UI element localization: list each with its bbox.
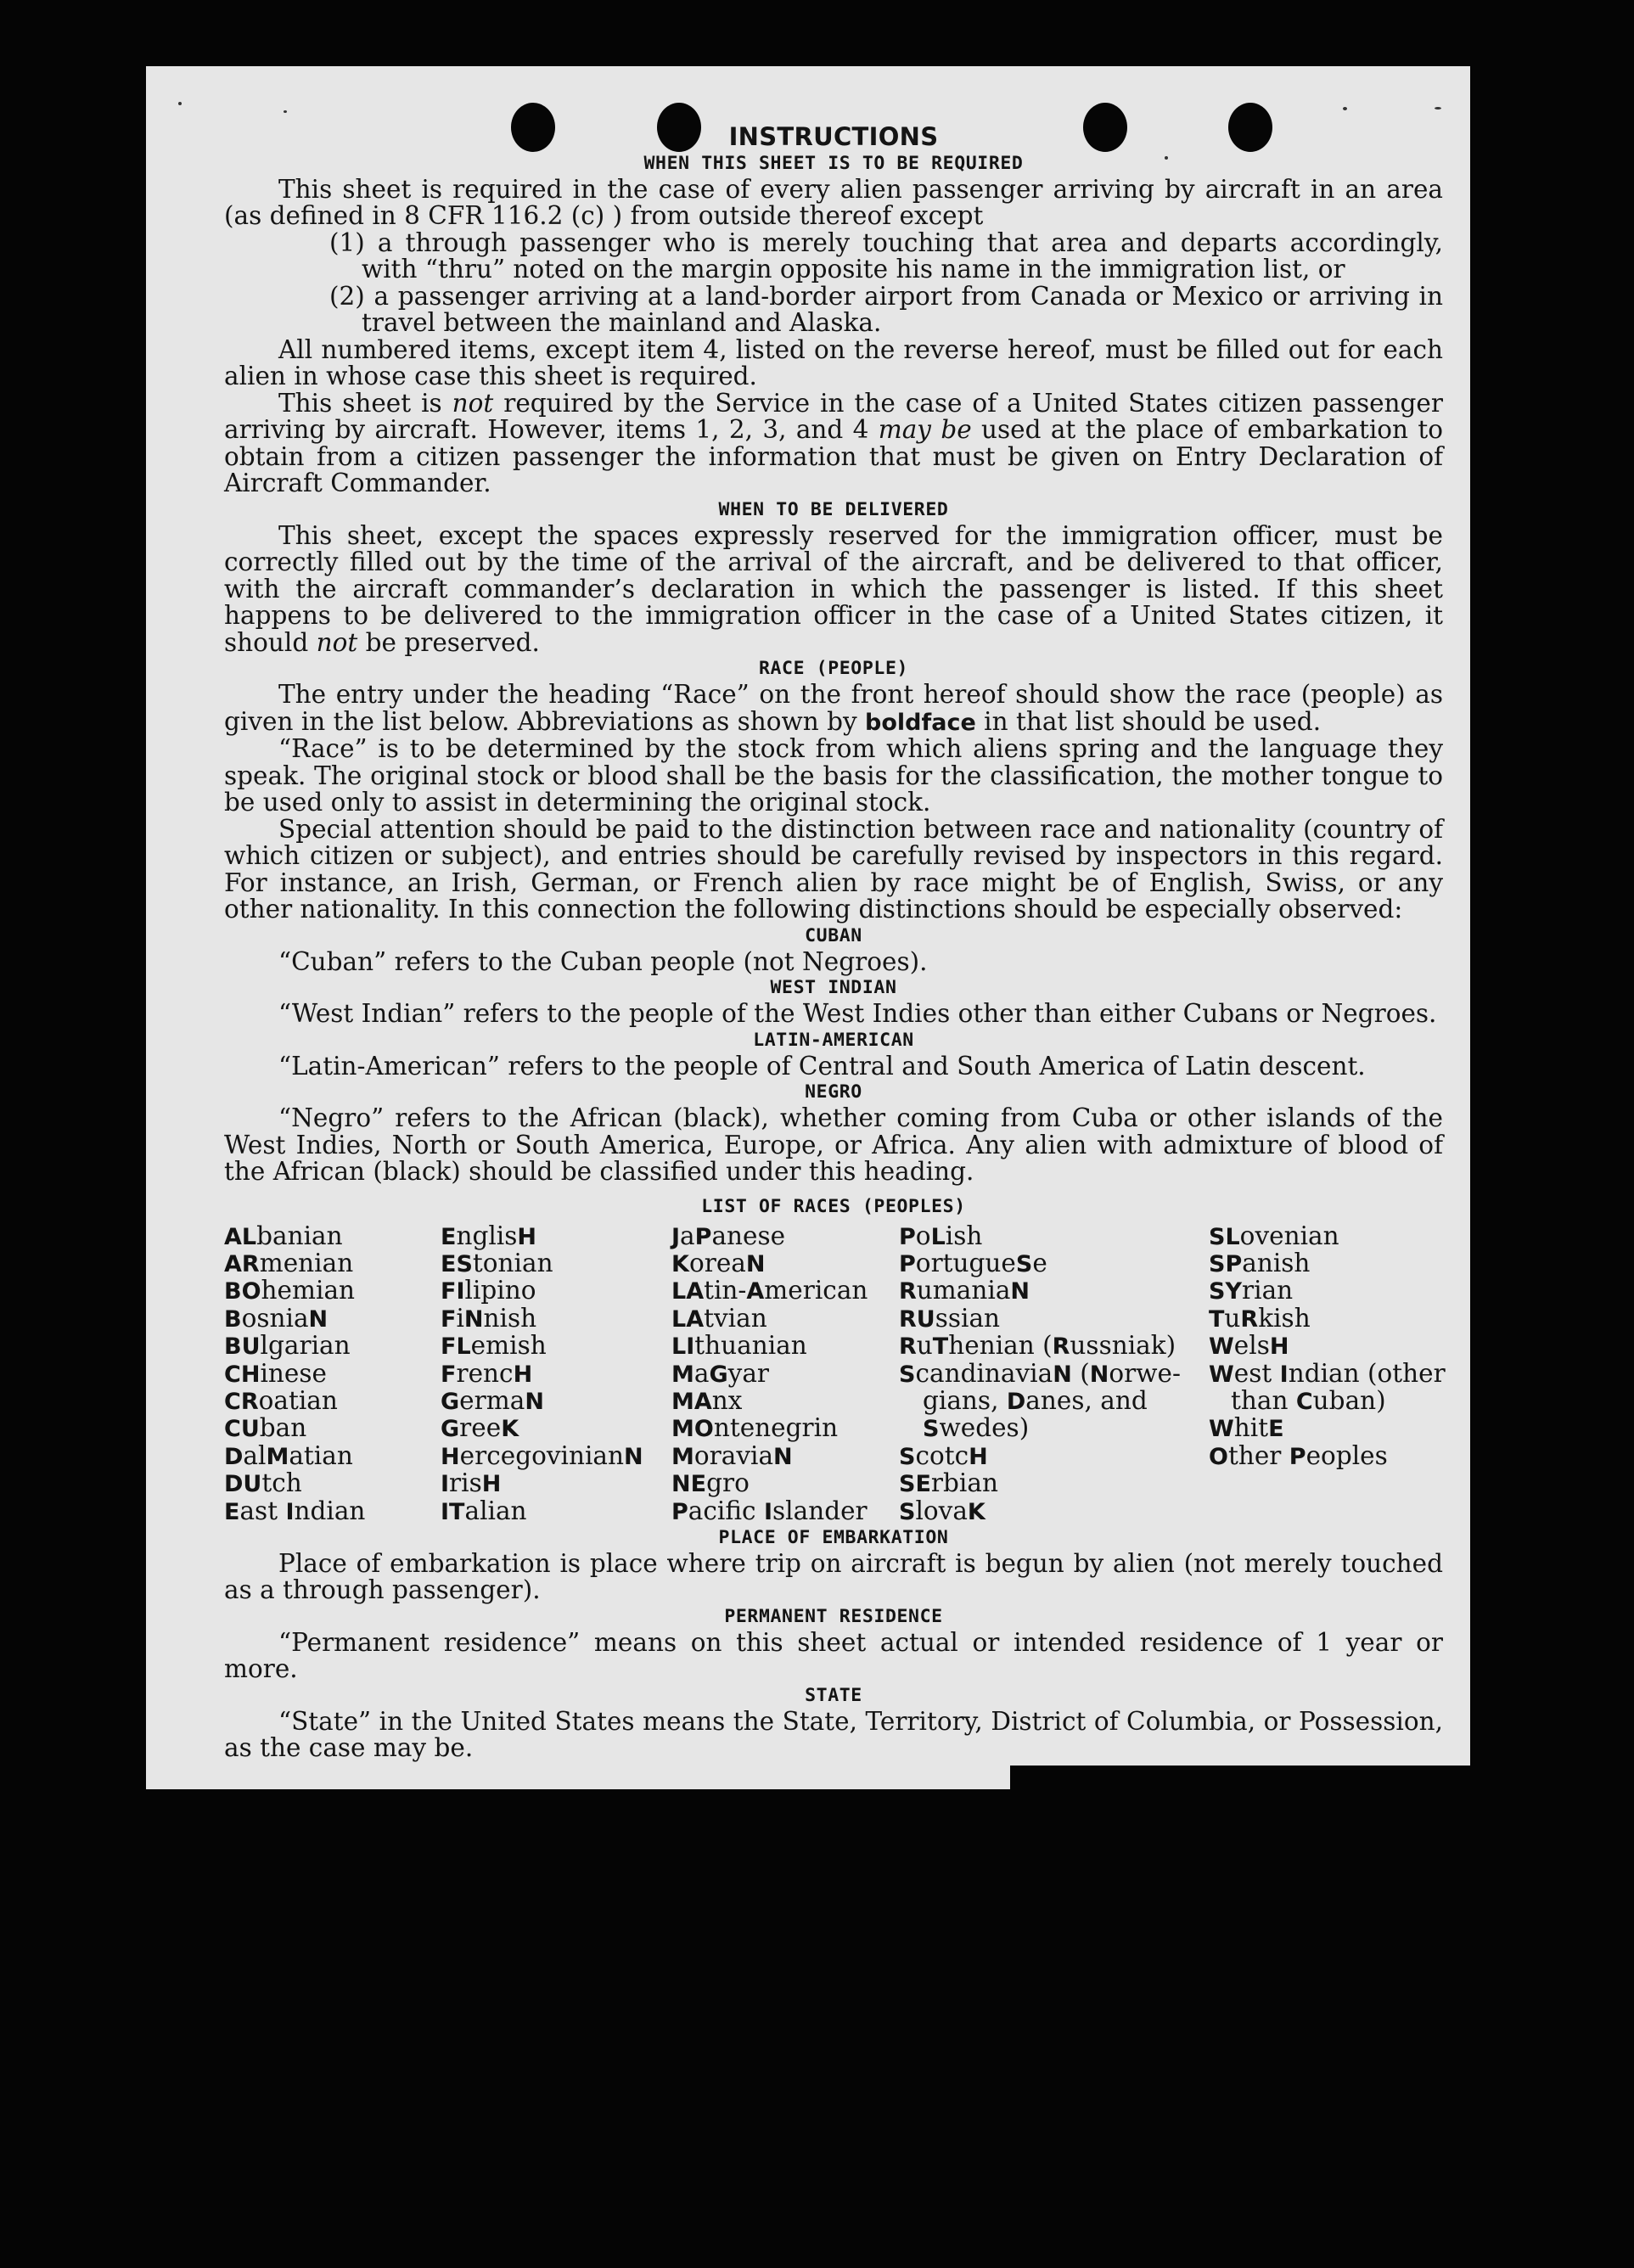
race-entry: WelsH [1209,1331,1289,1361]
paragraph: This sheet is not required by the Service in the case of a United States citizen passenger arriving by aircraft. However, items 1, 2, 3, and 4 may be used at the place of embarkation to obtain from a citizen passenger the information that must be given on Entry Declaration of Aircraft Commander. [224,388,1443,497]
heading-race: RACE (PEOPLE) [758,658,909,679]
race-entry: BOhemian [224,1276,356,1305]
heading-list-of-races: LIST OF RACES (PEOPLES) [701,1195,966,1217]
race-entry: GreeK [441,1413,519,1443]
list-item: (2) a passenger arriving at a land-border airport from Canada or Mexico or arriving in travel between the mainland and Alaska. [329,281,1443,337]
races-column-4 [899,1223,1209,1525]
race-entry: EStonian [441,1248,553,1277]
race-entry: RumaniaN [899,1276,1030,1305]
race-entry: DUtch [224,1468,302,1498]
document-sheet [146,66,1470,1789]
race-entry: East Indian [224,1496,366,1525]
race-entry: IrisH [441,1468,502,1498]
race-entry: HercegovinianN [441,1440,643,1470]
race-entry: LAtvian [671,1303,767,1333]
race-entry: SlovaK [899,1496,985,1525]
race-entry: gians, Danes, and [923,1385,1148,1415]
race-entry: DalMatian [224,1440,353,1470]
race-entry: LIthuanian [671,1331,807,1361]
race-entry: SPanish [1209,1248,1311,1277]
paragraph: “Latin-American” refers to the people of Central and South America of Latin descent. [278,1051,1366,1081]
race-entry: ITalian [441,1496,527,1525]
race-entry: ScotcH [899,1440,988,1470]
heading-when-required: WHEN THIS SHEET IS TO BE REQUIRED [643,152,1024,174]
heading-state: STATE [805,1684,862,1706]
race-entry: RUssian [899,1303,1001,1333]
race-entry: GermaN [441,1385,544,1415]
page-title: INSTRUCTIONS [728,122,939,151]
race-entry: RuThenian (Russniak) [899,1331,1176,1361]
paragraph: “Permanent residence” means on this sheet actual or intended residence of 1 year or more. [224,1627,1443,1684]
race-entry: JaPanese [671,1221,786,1250]
race-entry: ScandinaviaN (Norwe- [899,1358,1181,1388]
race-entry: PortugueSe [899,1248,1047,1277]
races-column-3 [671,1223,899,1525]
speck [178,102,182,105]
race-entry: Pacifc Islander [671,1496,868,1525]
race-entry: MoraviaN [671,1440,793,1470]
race-entry: Other Peoples [1209,1440,1388,1470]
race-entry: NEgro [671,1468,750,1498]
paragraph: “State” in the United States means the State, Territory, District of Columbia, or Possession, as the case may be. [224,1706,1443,1763]
races-list [224,1221,1446,1525]
speck [1435,107,1441,109]
race-entry: SLovenian [1209,1221,1339,1250]
race-entry: KoreaN [671,1248,766,1277]
paragraph: “Negro” refers to the African (black), whether coming from Cuba or other islands of the West Indies, North or South America, Europe, or Africa. Any alien with admixture of blood of the African (black) should be classified under this heading. [224,1103,1443,1186]
race-entry: Swedes) [923,1413,1030,1443]
races-column-5 [1209,1221,1446,1525]
race-entry: WhitE [1209,1413,1284,1443]
race-entry: BUlgarian [224,1331,351,1361]
race-entry: EnglisH [441,1221,536,1250]
paragraph: “West Indian” refers to the people of the West Indies other than either Cubans or Negroes. [278,999,1437,1028]
race-entry: FIlipino [441,1276,536,1305]
race-entry: MaGyar [671,1358,770,1388]
race-entry: BosniaN [224,1303,328,1333]
race-entry: SErbian [899,1468,998,1498]
race-entry: PoLish [899,1221,983,1250]
speck [1343,107,1347,110]
paragraph: “Cuban” refers to the Cuban people (not Negroes). [278,946,928,976]
heading-when-delivered: WHEN TO BE DELIVERED [718,498,949,520]
heading-embarkation: PLACE OF EMBARKATION [718,1526,949,1548]
list-item: (1) a through passenger who is merely touching that area and departs accordingly, with “thru” noted on the margin opposite his name in the immigration list, or [329,227,1443,284]
torn-edge [1010,1766,1485,1816]
paragraph: Special attention should be paid to the distinction between race and nationality (country of which citizen or subject), and entries should be carefully revised by inspectors in this regard. For instance, an Irish, German, or French alien by race might be of English, Swiss, or any other nationality. In this connection the following distinctions should be especially observed: [224,814,1443,923]
race-entry: LAtin-American [671,1276,868,1305]
races-column-1 [224,1223,441,1525]
race-entry: CUban [224,1413,307,1443]
paragraph: This sheet is required in the case of every alien passenger arriving by aircraft in an area (as defined in 8 CFR 116.2 (c) ) from outside thereof except [224,174,1443,230]
heading-west-indian: WEST INDIAN [770,977,897,998]
race-entry: CHinese [224,1358,327,1388]
paragraph: This sheet, except the spaces expressly reserved for the immigration officer, must be correctly filled out by the time of the arrival of the aircraft, and be delivered to that officer, with the aircraft commander’s declaration in which the passenger is listed. If this sheet happens to be delivered to the immigration officer in the case of a United States citizen, it should not be preserved. [224,520,1443,657]
race-entry: than Cuban) [1231,1385,1386,1415]
speck [284,110,287,113]
race-entry: ARmenian [224,1248,354,1277]
heading-latin-american: LATIN-AMERICAN [753,1029,914,1051]
heading-residence: PERMANENT RESIDENCE [724,1605,943,1627]
race-entry: MAnx [671,1385,743,1415]
paragraph: “Race” is to be determined by the stock from which aliens spring and the language they speak. The original stock or blood shall be the basis for the classification, the mother tongue to be used only to assist in determining the original stock. [224,734,1443,817]
paragraph: Place of embarkation is place where trip on aircraft is begun by alien (not merely touched as a through passenger). [224,1548,1443,1605]
race-entry: FLemish [441,1331,547,1361]
paragraph: All numbered items, except item 4, listed on the reverse hereof, must be filled out for each alien in whose case this sheet is required. [224,334,1443,390]
race-entry: ALbanian [224,1221,343,1250]
instructions-content [224,122,1446,1763]
heading-cuban: CUBAN [805,924,862,946]
heading-negro: NEGRO [805,1081,862,1103]
races-column-2 [441,1223,671,1525]
race-entry: CRoatian [224,1385,338,1415]
paragraph: The entry under the heading “Race” on the front hereof should show the race (people) as given in the list below. Abbreviations as shown by boldface in that list should be used. [224,680,1443,736]
race-entry: FrencH [441,1358,533,1388]
race-entry: TuRkish [1209,1303,1311,1333]
race-entry: FiNnish [441,1303,537,1333]
race-entry: MOntenegrin [671,1413,839,1443]
race-entry: West Indian (other [1209,1358,1446,1388]
race-entry: SYrian [1209,1276,1294,1305]
